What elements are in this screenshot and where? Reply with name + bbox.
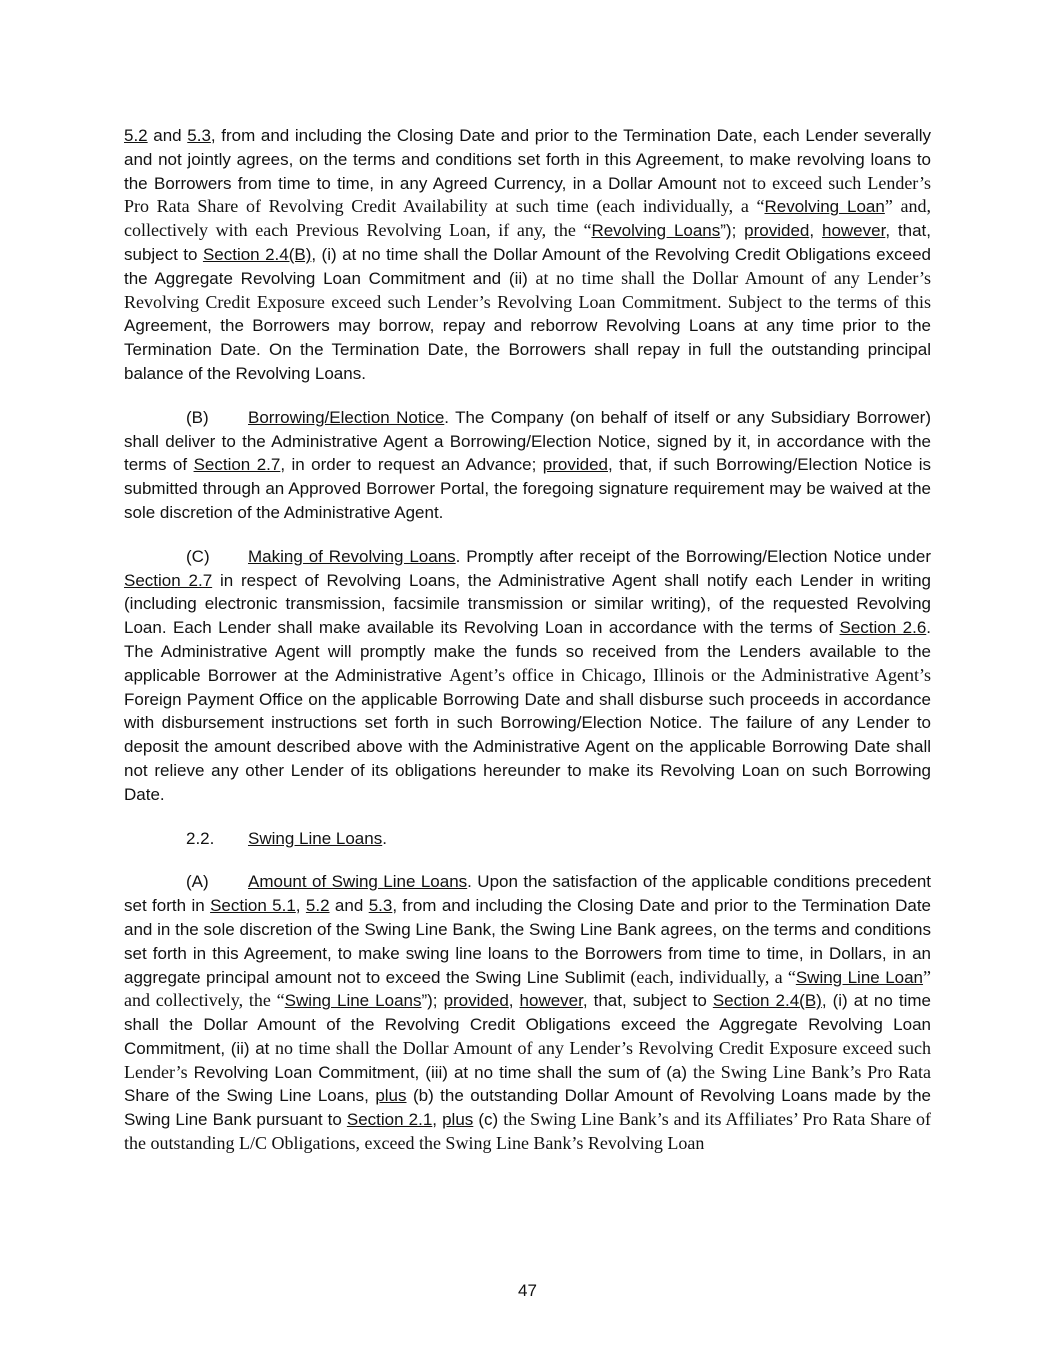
amount-of-swing-line-loans-paragraph: (A) Amount of Swing Line Loans. Upon the satisfaction of the applicable conditions precedent set forth in Section 5.1, 5.2 and 5.3, from and including the Closing Date and prior to the Termination Date and in the sole discretion of the Swing Line Bank, the Swing Line Bank agrees, on the terms and conditions set forth in this Agreement, to make swing line loans to the Borrowers from time to time, in Dollars, in an aggregate principal amount not to exceed the Swing Line Sublimit (each, individually, a “Swing Line Loan” and collectively, the “Swing Line Loans”); provided, however, that, subject to Section 2.4(B), (i) at no time shall the Dollar Amount of the Revolving Credit Obligations exceed the Aggregate Revolving Loan Commitment, (ii) at no time shall the Dollar Amount of any Lender’s Revolving Credit Exposure exceed such Lender’s Revolving Loan Commitment, (iii) at no time shall the sum of (a) the Swing Line Bank’s Pro Rata Share of the Swing Line Loans, plus (b) the outstanding Dollar Amount of Revolving Loans made by the Swing Line Bank pursuant to Section 2.1, plus (c) the Swing Line Bank’s and its Affiliates’ Pro Rata Share of the outstanding L/C Obligations, exceed the Swing Line Bank’s Revolving Loan — [124, 872, 932, 1154]
subsection-heading-b: Borrowing/Election Notice — [248, 407, 445, 427]
section-ref-2-4b: Section 2.4(B) — [202, 244, 312, 264]
defined-term-revolving-loans: Revolving Loans — [591, 221, 721, 241]
plus-term: plus — [442, 1110, 474, 1130]
subsection-label-b: (B) — [186, 407, 209, 427]
section-ref-5-2: 5.2 — [124, 126, 148, 145]
borrowing-election-notice-paragraph: (B) Borrowing/Election Notice. The Company (on behalf of itself or any Subsidiary Borrower) shall deliver to the Administrative Agent a Borrowing/Election Notice, signed by it, in accordance with the terms of Section 2.7, in order to request an Advance; provided, that, if such Borrowing/Election Notice is submitted through an Approved Borrower Portal, the foregoing signature requirement may be waived at the sole discretion of the Administrative Agent. — [124, 407, 932, 522]
section-ref-2-7: Section 2.7 — [124, 570, 213, 590]
however-term: however — [519, 991, 583, 1011]
provided-term: provided — [744, 221, 810, 241]
however-term: however — [821, 221, 886, 241]
section-ref-5-1: Section 5.1 — [210, 896, 296, 916]
section-ref-5-3: 5.3 — [368, 896, 393, 916]
section-ref-5-2: 5.2 — [305, 896, 330, 916]
subsection-heading-c: Making of Revolving Loans — [248, 546, 456, 566]
subsection-heading-a: Amount of Swing Line Loans — [248, 872, 468, 892]
section-ref-5-3: 5.3 — [187, 126, 211, 145]
defined-term-revolving-loan: Revolving Loan — [764, 197, 885, 217]
revolving-loans-continued-paragraph: 5.2 and 5.3, from and including the Closing Date and prior to the Termination Date, each Lender severally and not jointly agrees, on the terms and conditions set forth in this Agreement, to make revolving loans to the Borrowers from time to time, in any Agreed Currency, in a Dollar Amount not to exceed such Lender’s Pro Rata Share of Revolving Credit Availability at such time (each individually, a “Revolving Loan” and, collectively with each Previous Revolving Loan, if any, the “Revolving Loans”); provided, however, that, subject to Section 2.4(B), (i) at no time shall the Dollar Amount of the Revolving Credit Obligations exceed the Aggregate Revolving Loan Commitment and (ii) at no time shall the Dollar Amount of any Lender’s Revolving Credit Exposure exceed such Lender’s Revolving Loan Commitment. Subject to the terms of this Agreement, the Borrowers may borrow, repay and reborrow Revolving Loans at any time prior to the Termination Date. On the Termination Date, the Borrowers shall repay in full the outstanding principal balance of the Revolving Loans. — [124, 126, 932, 383]
defined-term-swing-line-loan: Swing Line Loan — [795, 967, 924, 987]
provided-term: provided — [443, 991, 509, 1011]
making-of-revolving-loans-paragraph: (C) Making of Revolving Loans. Promptly after receipt of the Borrowing/Election Notice under Section 2.7 in respect of Revolving Loans, the Administrative Agent shall notify each Lender in writing (including electronic transmission, facsimile transmission or similar writing), of the requested Revolving Loan. Each Lender shall make available its Revolving Loan in accordance with the terms of Section 2.6. The Administrative Agent will promptly make the funds so received from the Lenders available to the applicable Borrower at the Administrative Agent’s office in Chicago, Illinois or the Administrative Agent’s Foreign Payment Office on the applicable Borrowing Date and shall disburse such proceeds in accordance with disbursement instructions set forth in such Borrowing/Election Notice. The failure of any Lender to deposit the amount described above with the Administrative Agent on the applicable Borrowing Date shall not relieve any other Lender of its obligations hereunder to make its Revolving Loan on such Borrowing Date. — [124, 546, 932, 804]
section-ref-2-6: Section 2.6 — [839, 618, 927, 638]
section-number: 2.2. — [186, 828, 215, 848]
subsection-label-a: (A) — [186, 872, 209, 892]
section-title: Swing Line Loans — [248, 828, 383, 848]
section-ref-2-1: Section 2.1 — [346, 1110, 433, 1130]
provided-term: provided — [542, 455, 608, 475]
document-body — [124, 124, 931, 1176]
section-heading-2-2: 2.2. Swing Line Loans. — [124, 827, 931, 851]
subsection-label-c: (C) — [186, 546, 210, 566]
section-ref-2-4b: Section 2.4(B) — [712, 991, 822, 1011]
section-ref-2-7: Section 2.7 — [193, 455, 281, 475]
defined-term-swing-line-loans: Swing Line Loans — [284, 991, 422, 1011]
page-number: 47 — [518, 1281, 537, 1300]
plus-term: plus — [375, 1086, 407, 1106]
